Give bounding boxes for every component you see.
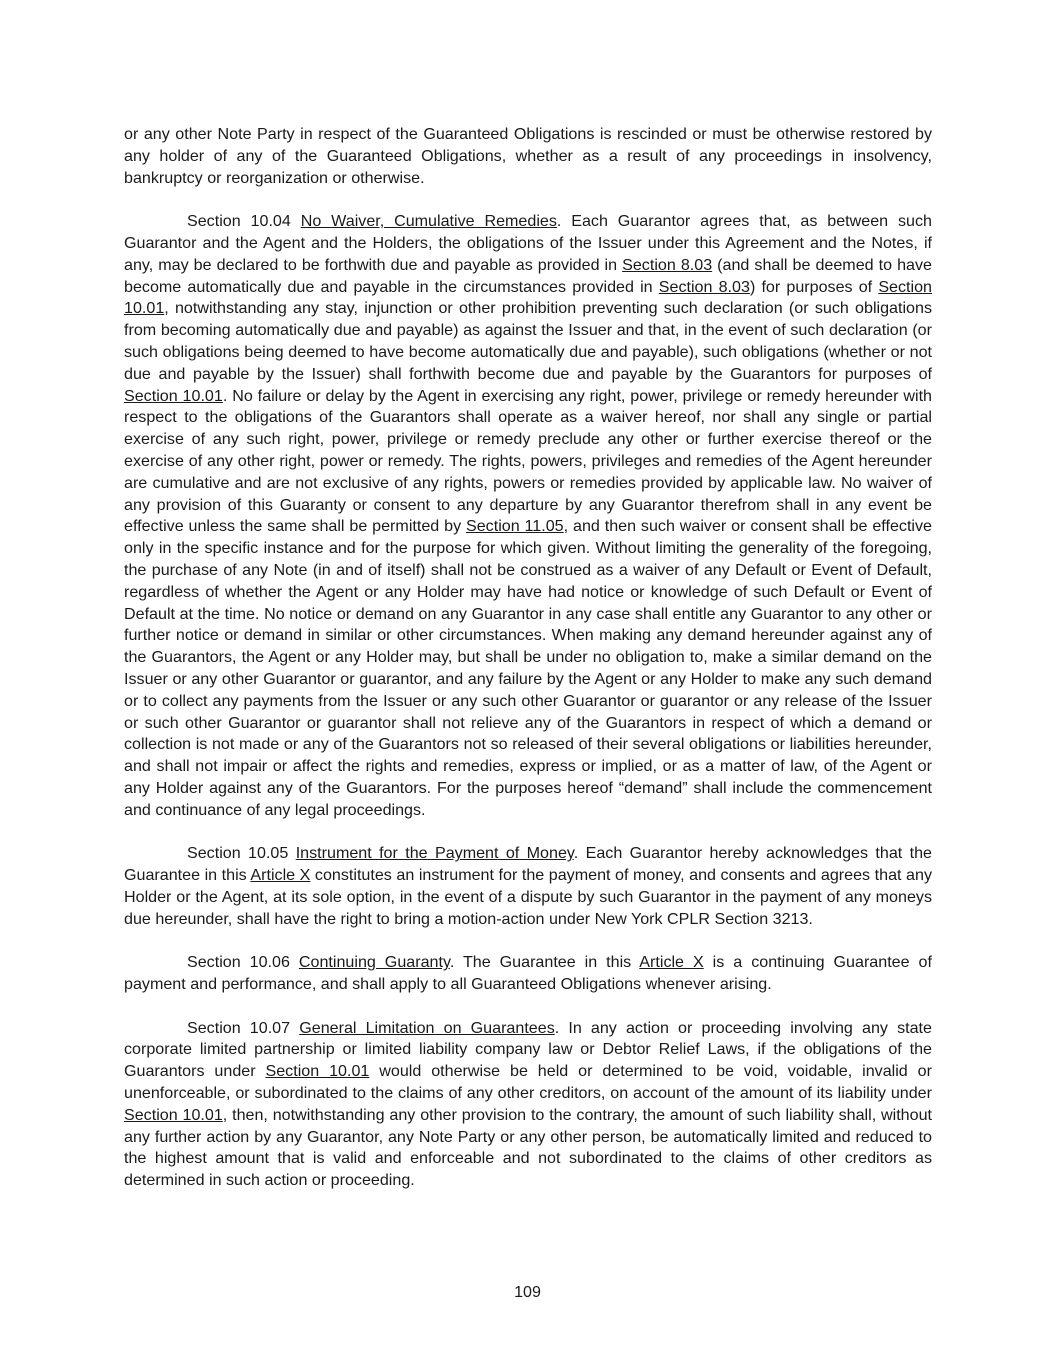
cross-reference: Section 10.01	[265, 1062, 370, 1081]
text-run: (and shall be deemed to have become automatically due and payable in the circumstances provided in	[124, 255, 932, 296]
section-number: Section 10.05	[187, 844, 296, 863]
cross-reference: Article X	[639, 953, 704, 972]
page-number: 109	[514, 1283, 541, 1301]
section-10-06	[124, 952, 932, 996]
cross-reference: Section 10.01	[124, 386, 223, 405]
text-run: , and then such waiver or consent shall be effective only in the specific instance and for the purpose for which given. Without limiting the generality of the foregoing, the purchase of any Note (in and of itself) shall not be construed as a waiver of any Default or Event of Default, regardless of whether the Agent or any Holder may have had notice or knowledge of such Default or Event of Default at the time. No notice or demand on any Guarantor in any case shall entitle any Guarantor to any other or further notice or demand in similar or other circumstances. When making any demand hereunder against any of the Guarantors, the Agent or any Holder may, but shall be under no obligation to, make a similar demand on the Issuer or any other Guarantor or guarantor, and any failure by the Agent or any Holder to make any such demand or to collect any payments from the Issuer or any such other Guarantor or guarantor or any release of the Issuer or such other Guarantor or guarantor shall not relieve any of the Guarantors in respect of which a demand or collection is not made or any of the Guarantors not so released of their several obligations or liabilities hereunder, and shall not impair or affect the rights and remedies, express or implied, or as a matter of law, of the Agent or any Holder against any of the Guarantors. For the purposes hereof “demand” shall include the commencement and continuance of any legal proceedings.	[124, 517, 932, 819]
text-run: . Each Guarantor hereby acknowledges that the Guarantee in this	[124, 844, 932, 885]
cross-reference: Section 10.01	[124, 277, 932, 318]
cross-reference: Section 8.03	[622, 255, 713, 274]
section-number: Section 10.07	[187, 1018, 300, 1037]
text-run: , then, notwithstanding any other provision to the contrary, the amount of such liability shall, without any further action by any Guarantor, any Note Party or any other person, be automatically limited and reduced to the highest amount that is valid and enforceable and not subordinated to the claims of other creditors as determined in such action or proceeding.	[124, 1105, 932, 1190]
section-10-07	[124, 1018, 932, 1192]
cross-reference: Section 11.05	[466, 517, 564, 536]
cross-reference: Section 8.03	[658, 277, 750, 296]
cross-reference: Article X	[250, 866, 311, 885]
text-run: would otherwise be held or determined to be void, voidable, invalid or unenforceable, or subordinated to the claims of any other creditors, on account of the amount of its liability under	[124, 1062, 932, 1103]
section-number: Section 10.06	[187, 953, 299, 972]
text-run: ) for purposes of	[749, 277, 879, 296]
section-heading: Instrument for the Payment of Money	[295, 844, 574, 863]
text-run: is a continuing Guarantee of payment and performance, and shall apply to all Guaranteed Obligations whenever arising.	[124, 953, 932, 994]
section-heading: No Waiver, Cumulative Remedies	[300, 212, 557, 231]
text-run: . In any action or proceeding involving any state corporate limited partnership or limited liability company law or Debtor Relief Laws, if the obligations of the Guarantors under	[124, 1018, 932, 1081]
paragraph-continuation	[124, 124, 932, 189]
text-run: . The Guarantee in this	[449, 953, 640, 972]
section-10-05	[124, 843, 932, 930]
text-run: . No failure or delay by the Agent in exercising any right, power, privilege or remedy hereunder with respect to the obligations of the Guarantors shall operate as a waiver hereof, nor shall any single or partial exercise of any such right, power, privilege or remedy preclude any other or further exercise thereof or the exercise of any other right, power or remedy. The rights, powers, privileges and remedies of the Agent hereunder are cumulative and are not exclusive of any rights, powers or remedies provided by applicable law. No waiver of any provision of this Guaranty or consent to any departure by any Guarantor therefrom shall in any event be effective unless the same shall be permitted by	[124, 386, 932, 536]
text-run: , notwithstanding any stay, injunction or other prohibition preventing such declaration (or such obligations from becoming automatically due and payable) as against the Issuer and that, in the event of such declaration (or such obligations being deemed to have become automatically due and payable), such obligations (whether or not due and payable by the Issuer) shall forthwith become due and payable by the Guarantors for purposes of	[124, 299, 932, 383]
section-10-04	[124, 211, 932, 821]
text-run: . Each Guarantor agrees that, as between such Guarantor and the Agent and the Holders, the obligations of the Issuer under this Agreement and the Notes, if any, may be declared to be forthwith due and payable as provided in	[124, 212, 932, 274]
section-number: Section 10.04	[187, 212, 301, 231]
section-heading: General Limitation on Guarantees	[299, 1018, 555, 1037]
section-heading: Continuing Guaranty	[298, 953, 450, 972]
cross-reference: Section 10.01	[124, 1105, 223, 1124]
document-body	[124, 124, 932, 1214]
text-run: constitutes an instrument for the payment of money, and consents and agrees that any Holder or the Agent, at its sole option, in the event of a dispute by such Guarantor in the payment of any moneys due hereunder, shall have the right to bring a motion-action under New York CPLR Section 3213.	[124, 866, 932, 928]
text-run: or any other Note Party in respect of the Guaranteed Obligations is rescinded or must be otherwise restored by any holder of any of the Guaranteed Obligations, whether as a result of any proceedings in insolvency, bankruptcy or reorganization or otherwise.	[124, 125, 932, 187]
